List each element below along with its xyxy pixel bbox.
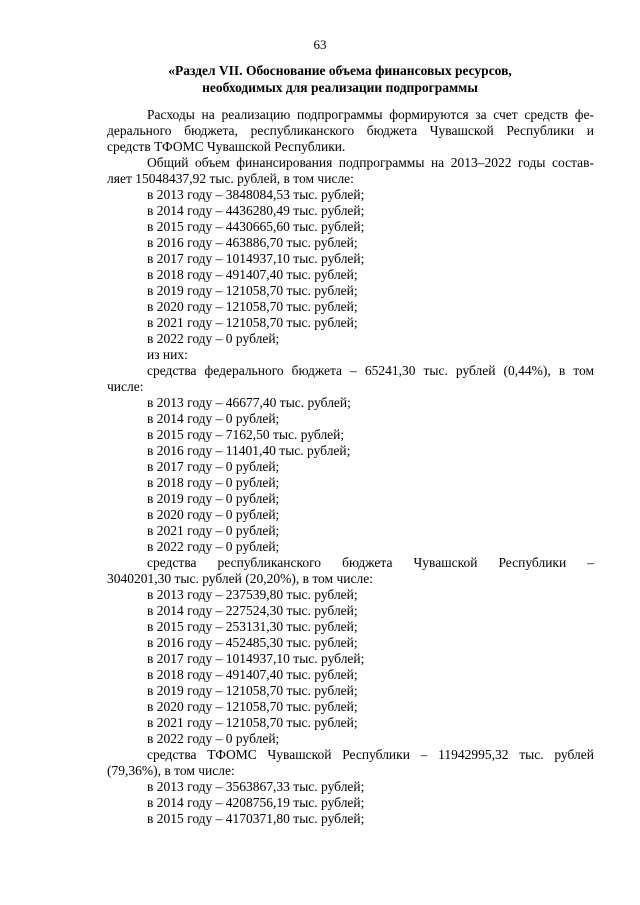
total-line: ляет 15048437,92 тыс. рублей, в том числе: — [107, 171, 354, 186]
total-year-list — [107, 187, 594, 347]
tfoms-line: средства ТФОМС Чувашской Республики – 11942995,32 тыс. рублей — [147, 747, 594, 762]
republican-year-item: в 2022 году – 0 рублей; — [147, 731, 280, 746]
federal-year-item: в 2013 году – 46677,40 тыс. рублей; — [147, 395, 351, 410]
total-line: Общий объем финансирования подпрограммы на 2013–2022 годы состав- — [147, 155, 594, 170]
federal-year-item: в 2018 году – 0 рублей; — [147, 475, 280, 490]
tfoms-line: (79,36%), в том числе: — [107, 763, 235, 778]
federal-year-item: в 2015 году – 7162,50 тыс. рублей; — [147, 427, 345, 442]
total-year-item: в 2020 году – 121058,70 тыс. рублей; — [147, 299, 358, 314]
republican-year-item: в 2019 году – 121058,70 тыс. рублей; — [147, 683, 358, 698]
total-year-item: в 2014 году – 4436280,49 тыс. рублей; — [147, 203, 365, 218]
total-year-item: в 2021 году – 121058,70 тыс. рублей; — [147, 315, 358, 330]
republican-year-item: в 2013 году – 237539,80 тыс. рублей; — [147, 587, 358, 602]
total-year-item: в 2015 году – 4430665,60 тыс. рублей; — [147, 219, 365, 234]
total-year-item: в 2016 году – 463886,70 тыс. рублей; — [147, 235, 358, 250]
republican-year-item: в 2016 году – 452485,30 тыс. рублей; — [147, 635, 358, 650]
total-year-item: в 2013 году – 3848084,53 тыс. рублей; — [147, 187, 365, 202]
republican-year-item: в 2021 году – 121058,70 тыс. рублей; — [147, 715, 358, 730]
republican-year-item: в 2018 году – 491407,40 тыс. рублей; — [147, 667, 358, 682]
tfoms-year-item: в 2013 году – 3563867,33 тыс. рублей; — [147, 779, 365, 794]
federal-year-item: в 2014 году – 0 рублей; — [147, 411, 280, 426]
total-year-item: в 2019 году – 121058,70 тыс. рублей; — [147, 283, 358, 298]
intro-line: дерального бюджета, республиканского бюджета Чувашской Республики и — [107, 123, 594, 138]
federal-line: числе: — [107, 379, 144, 394]
republican-year-item: в 2020 году – 121058,70 тыс. рублей; — [147, 699, 358, 714]
republican-year-list — [107, 587, 594, 747]
federal-year-item: в 2022 году – 0 рублей; — [147, 539, 280, 554]
federal-year-item: в 2016 году – 11401,40 тыс. рублей; — [147, 443, 351, 458]
federal-year-item: в 2020 году – 0 рублей; — [147, 507, 280, 522]
federal-year-item: в 2021 году – 0 рублей; — [147, 523, 280, 538]
republican-year-item: в 2014 году – 227524,30 тыс. рублей; — [147, 603, 358, 618]
federal-line: средства федерального бюджета – 65241,30 тыс. рублей (0,44%), в том — [147, 363, 594, 378]
document-body — [107, 107, 594, 827]
total-year-item: в 2017 году – 1014937,10 тыс. рублей; — [147, 251, 365, 266]
tfoms-year-item: в 2014 году – 4208756,19 тыс. рублей; — [147, 795, 365, 810]
tfoms-year-item: в 2015 году – 4170371,80 тыс. рублей; — [147, 811, 365, 826]
federal-year-list — [107, 395, 594, 555]
republican-year-item: в 2015 году – 253131,30 тыс. рублей; — [147, 619, 358, 634]
federal-year-item: в 2017 году – 0 рублей; — [147, 459, 280, 474]
section-heading-line: «Раздел VII. Обоснование объема финансовых ресурсов, — [168, 63, 512, 78]
total-year-item: в 2022 году – 0 рублей; — [147, 331, 280, 346]
republican-year-item: в 2017 году – 1014937,10 тыс. рублей; — [147, 651, 365, 666]
section-heading-line: необходимых для реализации подпрограммы — [202, 80, 478, 95]
section-heading — [80, 62, 600, 96]
intro-line: средств ТФОМС Чувашской Республики. — [107, 139, 346, 154]
intro-line: Расходы на реализацию подпрограммы формируются за счет средств фе- — [147, 107, 594, 122]
page-number: 63 — [313, 37, 327, 52]
total-year-item: в 2018 году – 491407,40 тыс. рублей; — [147, 267, 358, 282]
republican-line: средства республиканского бюджета Чувашской Республики – — [147, 555, 594, 570]
tfoms-year-list — [107, 779, 594, 827]
of-which-label: из них: — [147, 347, 188, 362]
republican-line: 3040201,30 тыс. рублей (20,20%), в том числе: — [107, 571, 373, 586]
federal-year-item: в 2019 году – 0 рублей; — [147, 491, 280, 506]
